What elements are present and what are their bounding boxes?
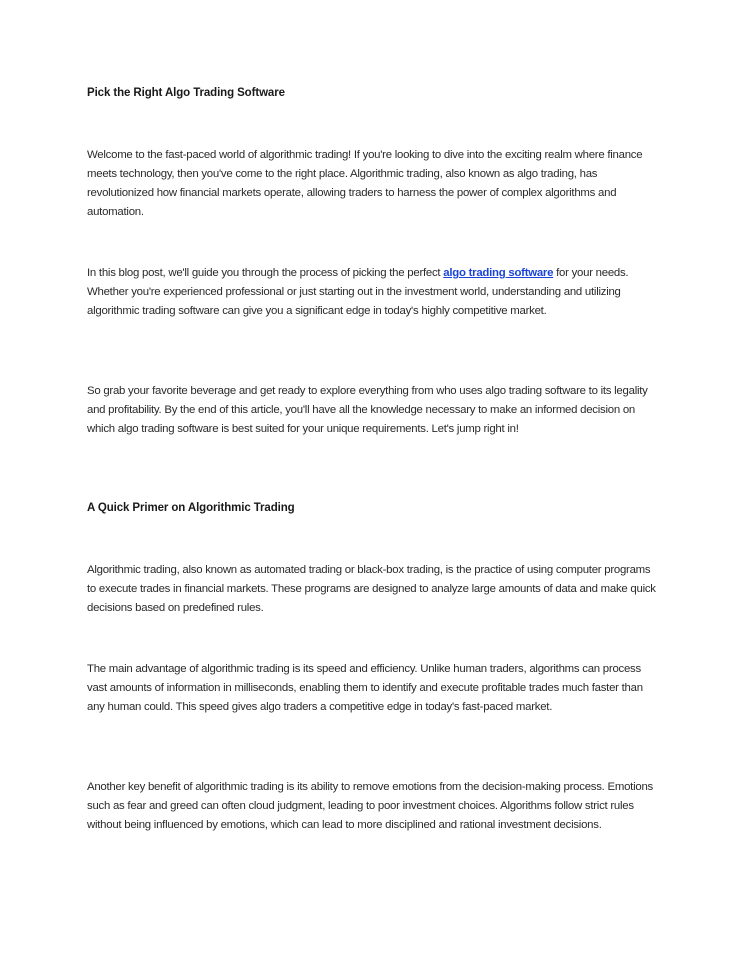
advantage-paragraph: The main advantage of algorithmic trading is its speed and efficiency. Unlike human traders, algorithms can process vast amounts of information in milliseconds, enabling them to identify and execute profitable trades much faster than any human could. This speed gives algo traders a competitive edge in today's fast-paced market. — [87, 663, 643, 713]
guide-paragraph-text-before: In this blog post, we'll guide you through the process of picking the perfect — [87, 267, 444, 279]
algo-trading-software-link[interactable]: algo trading software — [443, 267, 554, 279]
definition-paragraph: Algorithmic trading, also known as automated trading or black-box trading, is the practice of using computer programs to execute trades in financial markets. These programs are designed to analyze large amounts of data and make quick decisions based on predefined rules. — [87, 564, 656, 614]
guide-paragraph-text-after: for your needs. Whether you're experienced professional or just starting out in the investment world, understanding and utilizing algorithmic trading software can give you a significant edge in today's highly competitive market. — [87, 267, 629, 317]
beverage-paragraph: So grab your favorite beverage and get ready to explore everything from who uses algo trading software to its legality and profitability. By the end of this article, you'll have all the knowledge necessary to make an informed decision on which algo trading software is best suited for your unique requirements. Let's jump right in! — [87, 385, 648, 435]
page-title: Pick the Right Algo Trading Software — [87, 87, 285, 99]
intro-paragraph: Welcome to the fast-paced world of algorithmic trading! If you're looking to dive into the exciting realm where finance meets technology, then you've come to the right place. Algorithmic trading, also known as algo trading, has revolutionized how financial markets operate, allowing traders to harness the power of complex algorithms and automation. — [87, 149, 643, 218]
emotions-paragraph: Another key benefit of algorithmic trading is its ability to remove emotions from the decision-making process. Emotions such as fear and greed can often cloud judgment, leading to poor investment choices. Algorithms follow strict rules without being influenced by emotions, which can lead to more disciplined and rational investment decisions. — [87, 781, 653, 831]
guide-paragraph — [87, 264, 657, 321]
section-heading-primer: A Quick Primer on Algorithmic Trading — [87, 502, 295, 514]
